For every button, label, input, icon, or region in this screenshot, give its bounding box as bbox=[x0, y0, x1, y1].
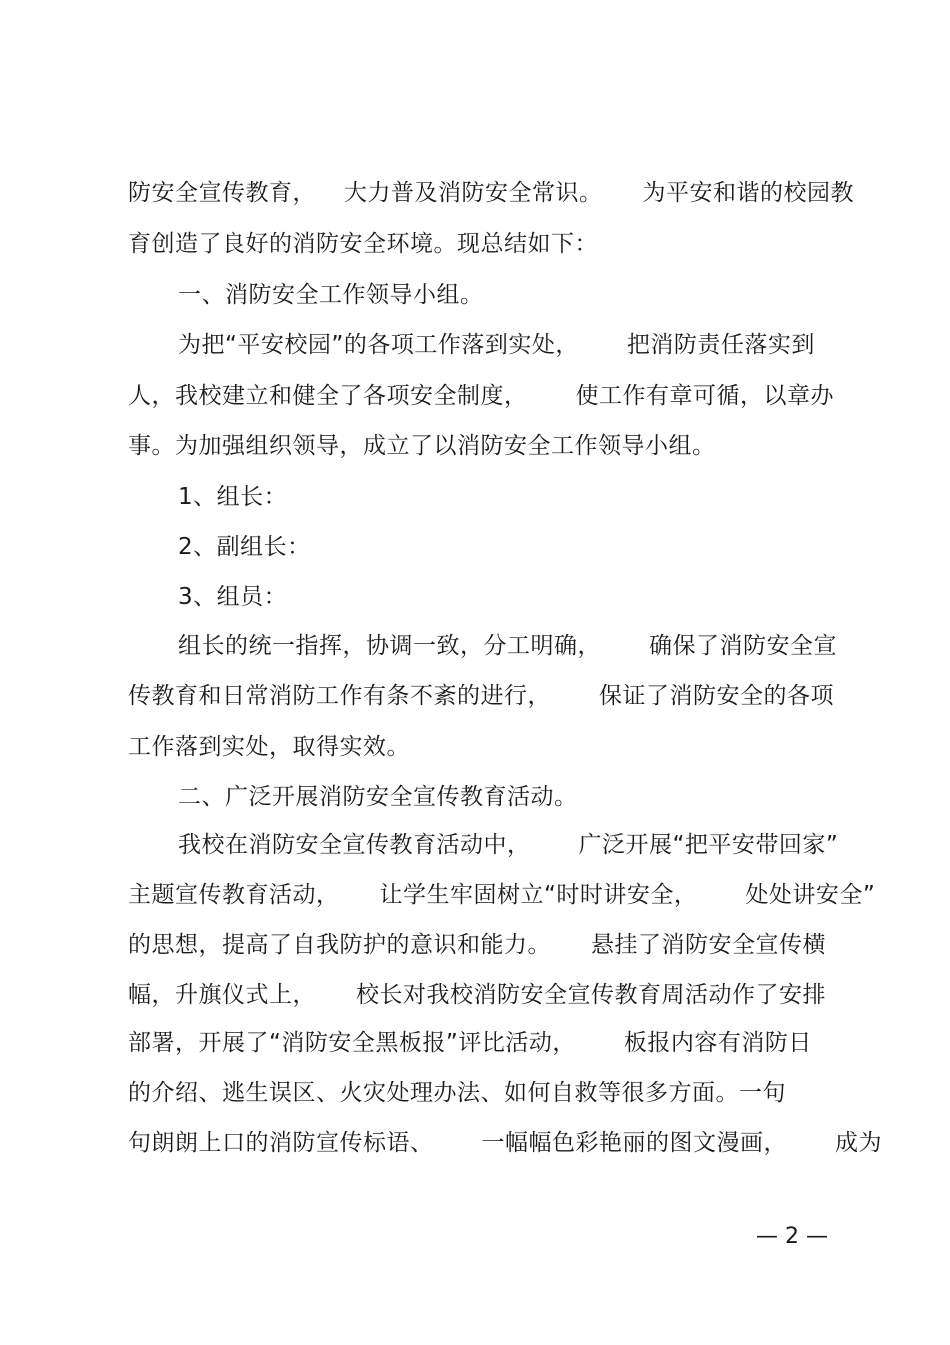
text-segment: 校长对我校消防安全宣传教育周活动作了安排 bbox=[356, 982, 826, 1008]
text-segment: 广泛开展“把平安带回家” bbox=[578, 832, 839, 858]
text-line bbox=[128, 178, 854, 208]
text-segment: 防安全宣传教育， bbox=[128, 180, 316, 206]
text-segment: 一幅幅色彩艳丽的图文漫画， bbox=[481, 1130, 787, 1156]
text-line bbox=[178, 830, 898, 860]
text-line bbox=[128, 880, 876, 910]
text-segment: 幅，升旗仪式上， bbox=[128, 982, 316, 1008]
text-segment: 大力普及消防安全常识。 bbox=[344, 180, 603, 206]
text-segment: 处处讲安全” bbox=[745, 882, 876, 908]
text-line bbox=[128, 980, 848, 1010]
text-segment: 板报内容有消防日 bbox=[623, 1030, 812, 1056]
text-segment: 保证了消防安全的各项 bbox=[599, 683, 834, 709]
text-line bbox=[128, 381, 848, 411]
text-segment: 主题宣传教育活动， bbox=[128, 882, 340, 908]
text-segment: 传教育和日常消防工作有条不紊的进行， bbox=[128, 683, 551, 709]
text-line bbox=[178, 631, 898, 661]
text-segment: 为把“平安校园”的各项工作落到实处， bbox=[178, 332, 579, 358]
page-number: — 2 — bbox=[756, 1224, 828, 1249]
text-segment: 使工作有章可循，以章办 bbox=[575, 383, 834, 409]
text-line: 事。为加强组织领导，成立了以消防安全工作领导小组。 bbox=[128, 433, 716, 459]
text-segment: 确保了消防安全宣 bbox=[649, 633, 837, 659]
text-segment: 句朗朗上口的消防宣传标语、 bbox=[128, 1130, 434, 1156]
list-item: 2、副组长： bbox=[178, 534, 311, 560]
text-segment: 让学生牢固树立“时时讲安全， bbox=[379, 882, 698, 908]
text-segment: 把消防责任落实到 bbox=[626, 332, 815, 358]
text-line bbox=[128, 1028, 848, 1058]
text-segment: 成为 bbox=[835, 1130, 882, 1156]
list-item: 1、组长： bbox=[178, 484, 288, 510]
text-segment: 我校在消防安全宣传教育活动中， bbox=[178, 832, 531, 858]
text-line bbox=[128, 681, 848, 711]
text-line bbox=[178, 330, 898, 360]
text-segment: 为平安和谐的校园教 bbox=[642, 180, 854, 206]
text-segment: 组长的统一指挥，协调一致，分工明确， bbox=[178, 633, 601, 659]
text-segment: 的思想，提高了自我防护的意识和能力。 bbox=[128, 932, 551, 958]
text-segment: 人，我校建立和健全了各项安全制度， bbox=[128, 383, 528, 409]
text-line bbox=[128, 1128, 882, 1158]
text-line: 的介绍、逃生误区、火灾处理办法、如何自救等很多方面。一句 bbox=[128, 1080, 786, 1106]
text-segment: 悬挂了消防安全宣传横 bbox=[591, 932, 826, 958]
text-line bbox=[128, 930, 848, 960]
section-heading: 二、广泛开展消防安全宣传教育活动。 bbox=[178, 784, 578, 810]
text-line: 工作落到实处，取得实效。 bbox=[128, 734, 410, 760]
section-heading: 一、消防安全工作领导小组。 bbox=[178, 282, 484, 308]
text-line: 育创造了良好的消防安全环境。现总结如下： bbox=[128, 231, 598, 257]
list-item: 3、组员： bbox=[178, 584, 288, 610]
text-segment: 部署，开展了“消防安全黑板报”评比活动， bbox=[128, 1030, 576, 1056]
